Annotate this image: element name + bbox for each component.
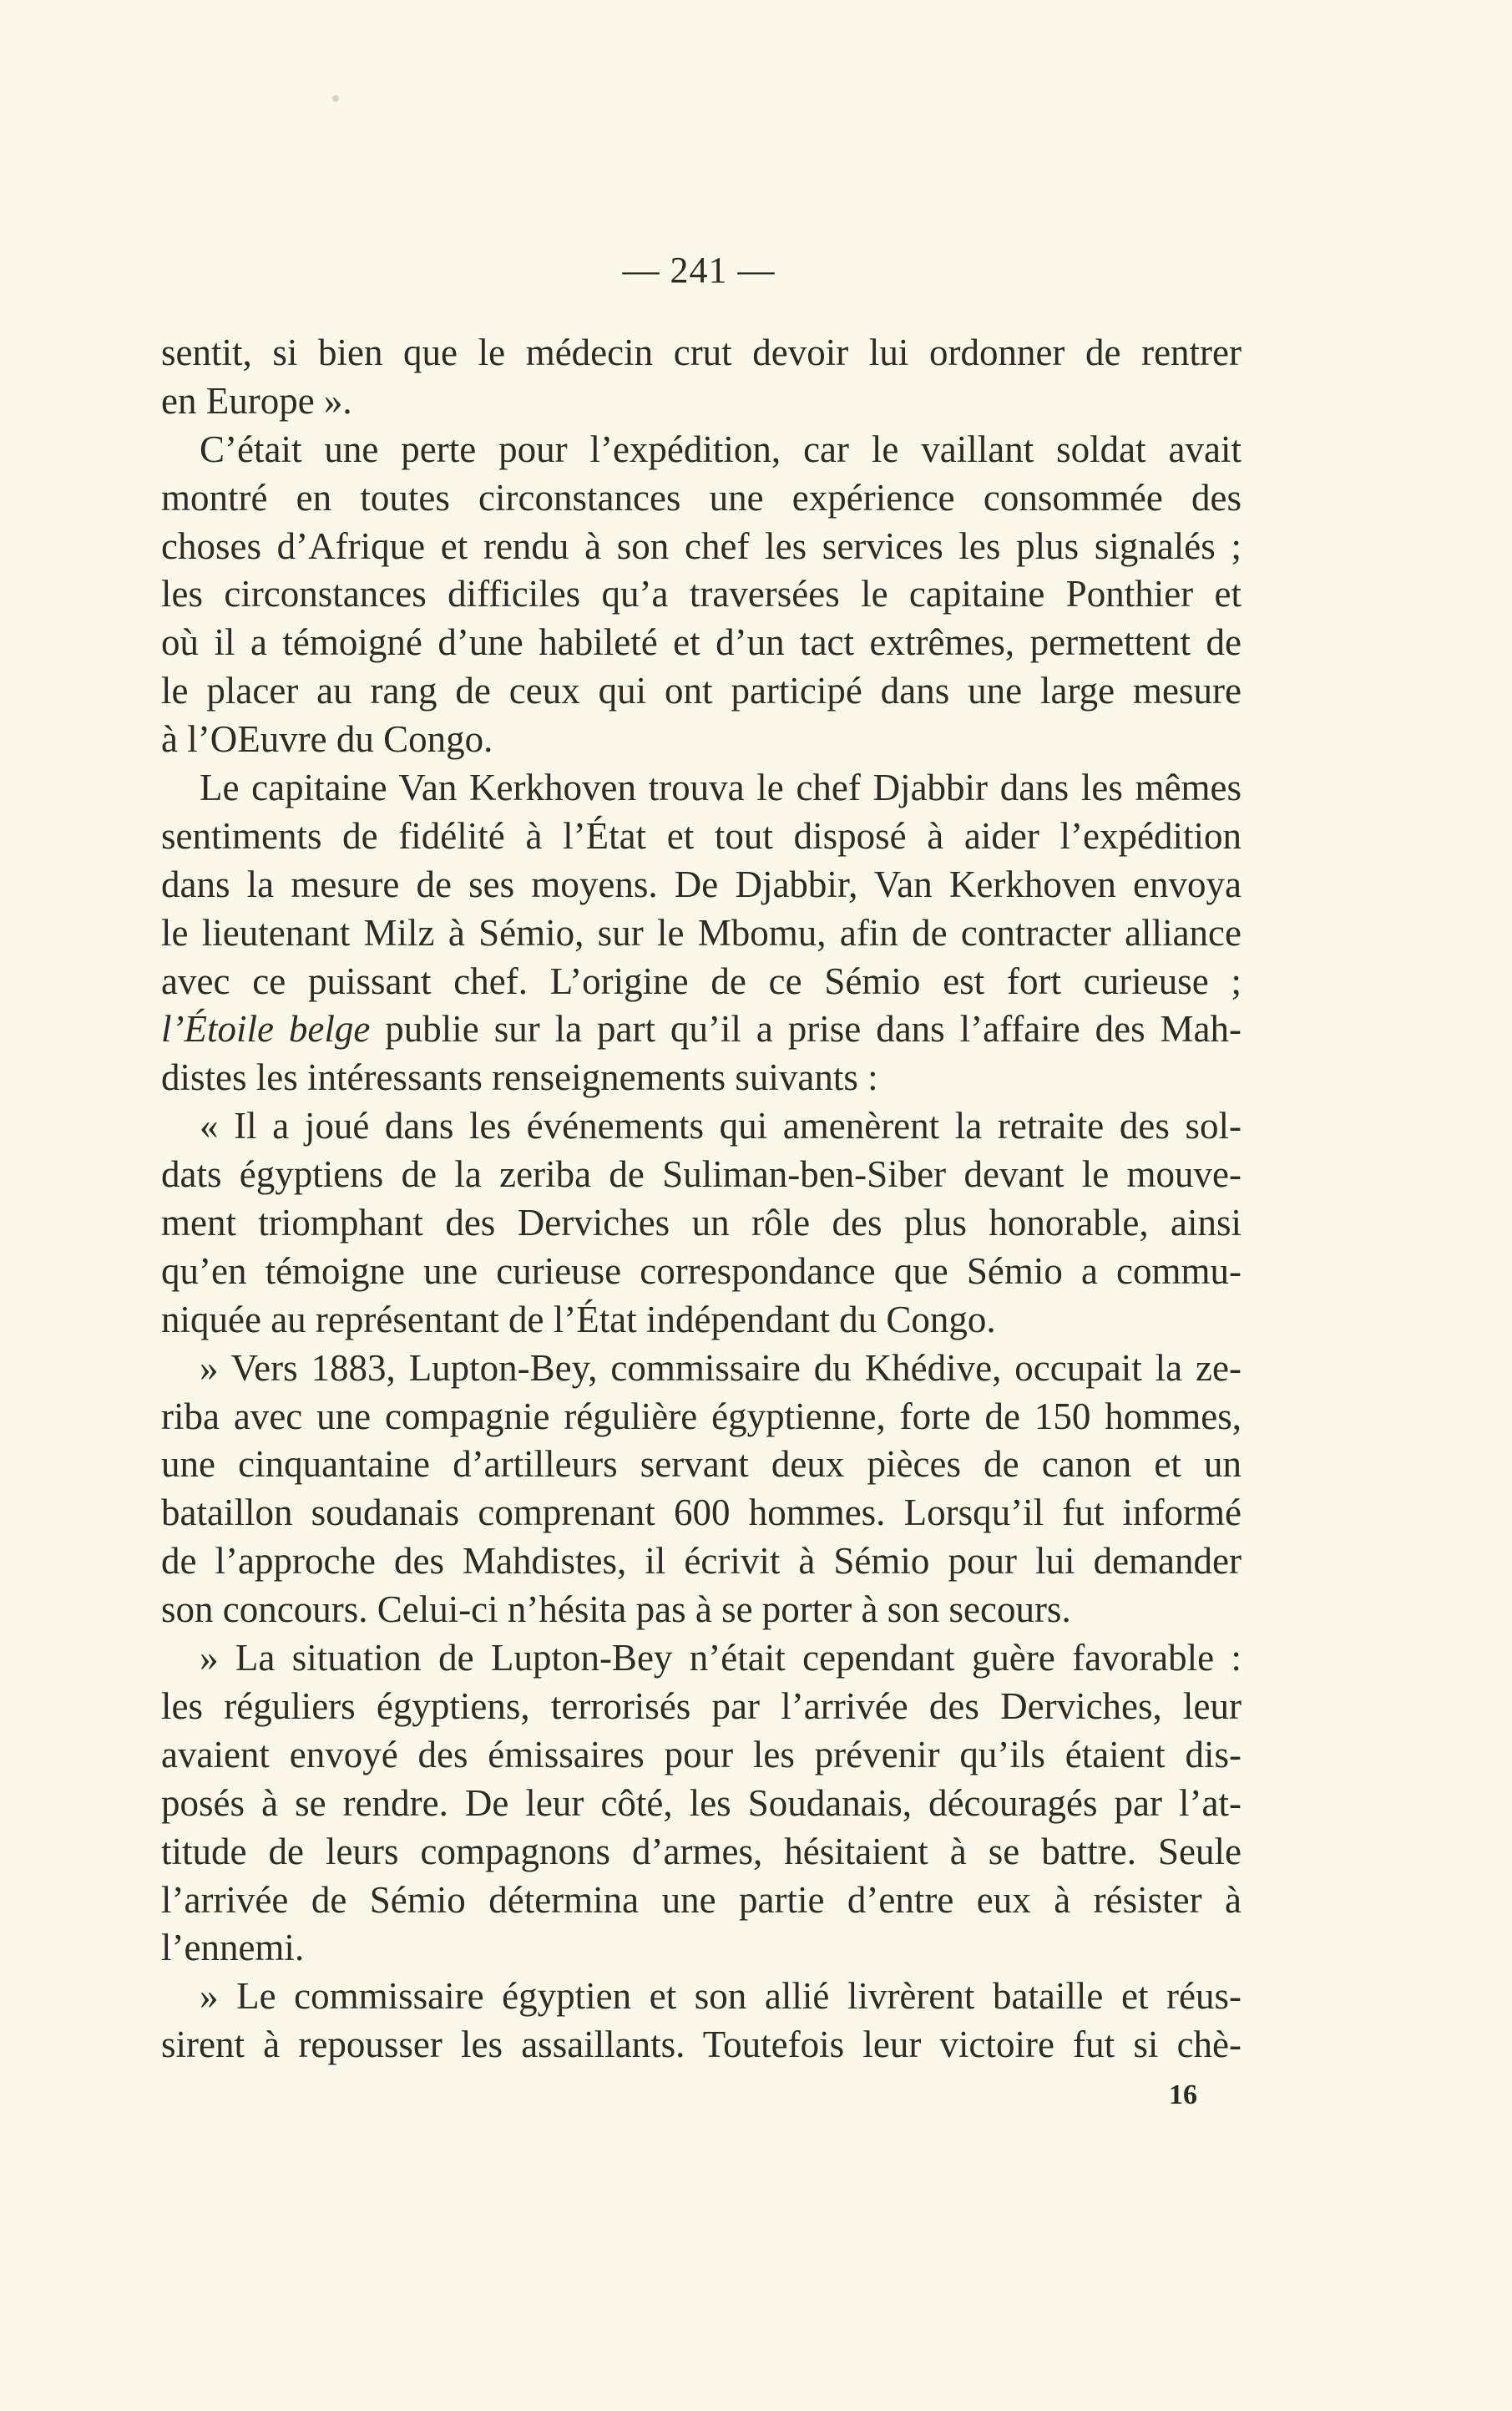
text-line: sirent à repousser les assaillants. Toutefois leur victoire fut si chè- (161, 2024, 1241, 2066)
text-line: le lieutenant Milz à Sémio, sur le Mbomu, afin de contracter alliance (161, 911, 1241, 954)
text-line: niquée au représentant de l’État indépendant du Congo. (161, 1298, 996, 1340)
text-line: titude de leurs compagnons d’armes, hésitaient à se battre. Seule (161, 1830, 1241, 1872)
paragraph (161, 1973, 1241, 2069)
text-line: » Vers 1883, Lupton-Bey, commissaire du Khédive, occupait la ze- (200, 1346, 1241, 1389)
text-segment: publie sur la part qu’il a prise dans l’affaire des Mah- (370, 1008, 1241, 1051)
paragraph (161, 1634, 1241, 1973)
text-line: une cinquantaine d’artilleurs servant deux pièces de canon et un (161, 1443, 1241, 1486)
text-line: ment triomphant des Derviches un rôle des plus honorable, ainsi (161, 1202, 1241, 1244)
paragraph (161, 1345, 1241, 1634)
text-line: son concours. Celui-ci n’hésita pas à se porter à son secours. (161, 1588, 1071, 1631)
text-line: l’arrivée de Sémio détermina une partie d’entre eux à résister à (161, 1878, 1241, 1921)
text-line: les réguliers égyptiens, terrorisés par l’arrivée des Derviches, leur (161, 1684, 1241, 1727)
italic-title: l’Étoile belge (161, 1008, 371, 1051)
text-line: » La situation de Lupton-Bey n’était cependant guère favorable : (200, 1637, 1241, 1679)
text-line: dats égyptiens de la zeriba de Suliman-ben-Siber devant le mouve- (161, 1153, 1241, 1196)
text-line (161, 1005, 1241, 1054)
text-line: l’ennemi. (161, 1927, 305, 1969)
paragraph (161, 1102, 1241, 1344)
text-line: sentiments de fidélité à l’État et tout disposé à aider l’expédition (161, 814, 1241, 857)
text-line: choses d’Afrique et rendu à son chef les services les plus signalés ; (161, 524, 1241, 567)
text-line: avaient envoyé des émissaires pour les prévenir qu’ils étaient dis- (161, 1733, 1241, 1775)
text-line: C’était une perte pour l’expédition, car le vaillant soldat avait (200, 428, 1241, 470)
text-line: en Europe ». (161, 379, 352, 422)
text-line: où il a témoigné d’une habileté et d’un tact extrêmes, permettent de (161, 621, 1241, 664)
text-line: à l’OEuvre du Congo. (161, 718, 493, 761)
paper-speck (332, 95, 339, 102)
text-line: « Il a joué dans les événements qui amenèrent la retraite des sol- (200, 1105, 1241, 1147)
signature-mark: 16 (1169, 2079, 1197, 2110)
page-number: — 241 — (622, 250, 776, 291)
text-line: avec ce puissant chef. L’origine de ce Sémio est fort curieuse ; (161, 960, 1241, 1002)
text-line: » Le commissaire égyptien et son allié livrèrent bataille et réus- (200, 1975, 1241, 2018)
text-line: montré en toutes circonstances une expérience consommée des (161, 476, 1241, 519)
text-line: qu’en témoigne une curieuse correspondance que Sémio a commu- (161, 1249, 1241, 1292)
paragraph (161, 764, 1241, 1102)
text-line: posés à se rendre. De leur côté, les Soudanais, découragés par l’at- (161, 1781, 1241, 1824)
text-line: le placer au rang de ceux qui ont participé dans une large mesure (161, 670, 1241, 712)
text-line: Le capitaine Van Kerkhoven trouva le chef Djabbir dans les mêmes (200, 767, 1241, 809)
text-line: bataillon soudanais comprenant 600 hommes. Lorsqu’il fut informé (161, 1492, 1241, 1534)
paragraph (161, 426, 1241, 764)
text-line: dans la mesure de ses moyens. De Djabbir, Van Kerkhoven envoya (161, 863, 1241, 905)
text-line: sentit, si bien que le médecin crut devoir lui ordonner de rentrer (161, 332, 1241, 373)
text-line: les circonstances difficiles qu’a traversées le capitaine Ponthier et (161, 573, 1241, 615)
body-text (161, 329, 1241, 2069)
paragraph (161, 329, 1241, 426)
text-line: distes les intéressants renseignements suivants : (161, 1056, 878, 1099)
text-line: riba avec une compagnie régulière égyptienne, forte de 150 hommes, (161, 1395, 1241, 1437)
text-line: de l’approche des Mahdistes, il écrivit à Sémio pour lui demander (161, 1540, 1241, 1583)
